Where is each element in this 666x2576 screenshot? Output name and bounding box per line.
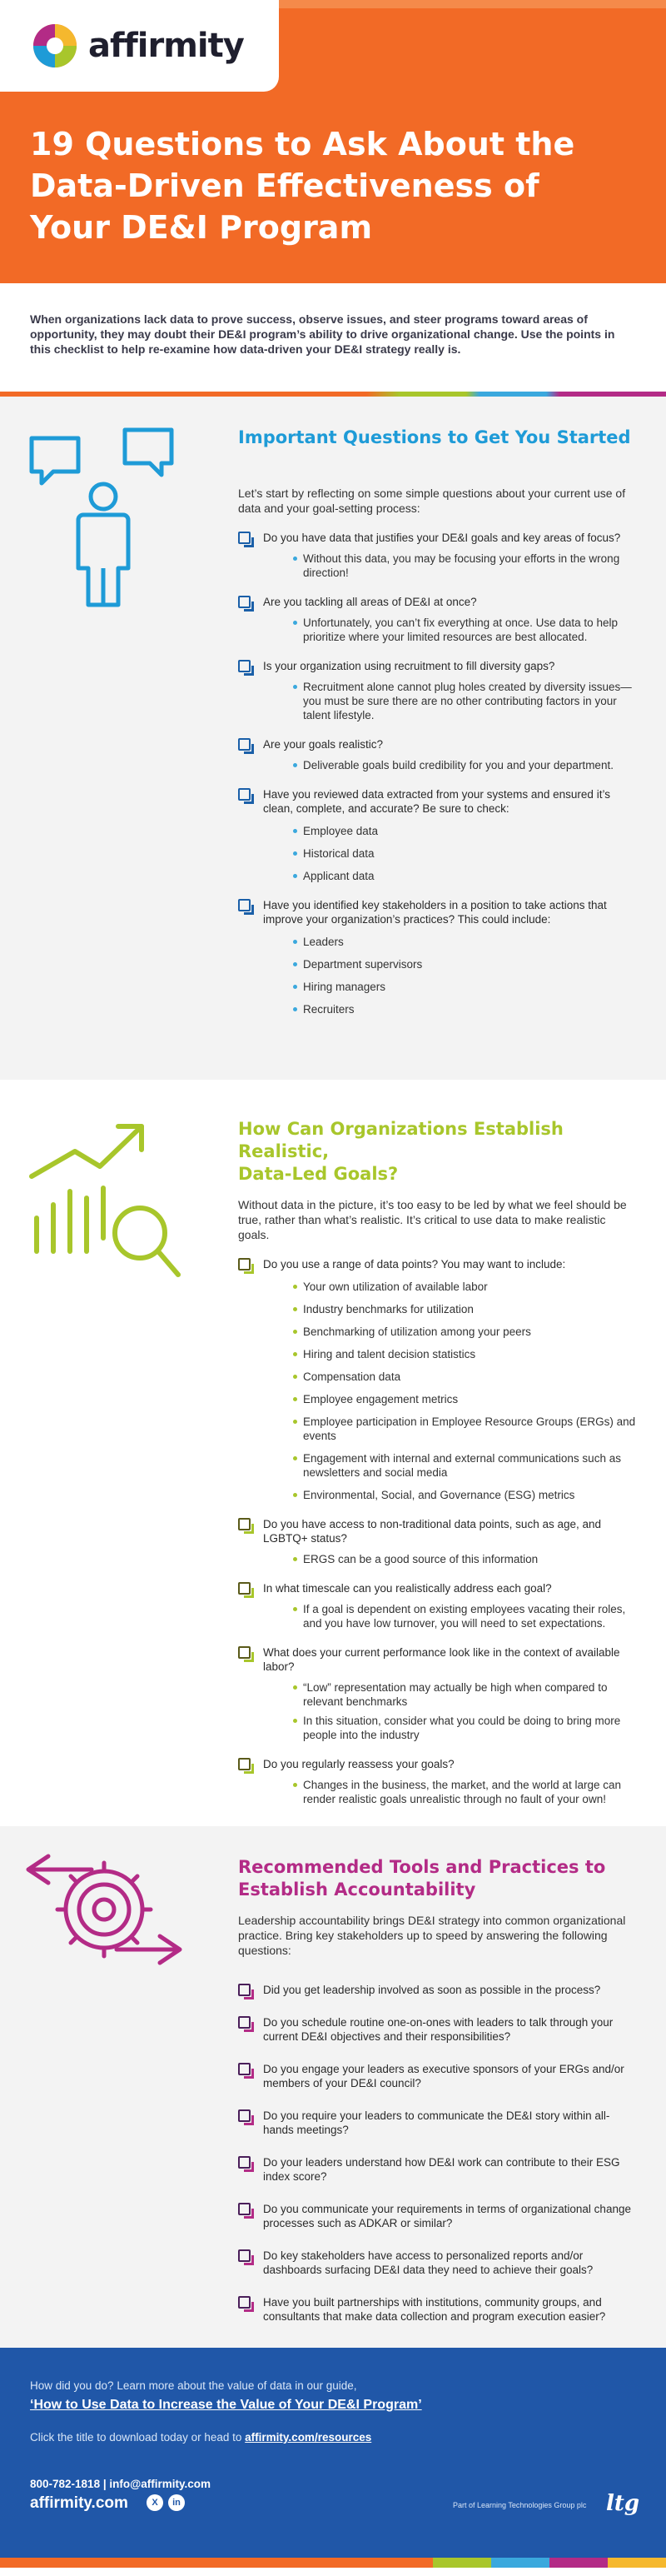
checkbox-icon[interactable] <box>238 532 251 544</box>
gear-arrows-icon <box>25 1851 183 1976</box>
ltg-logo: ltg <box>606 2491 640 2516</box>
question-4-notes: Deliverable goals build credibility for you and your department. <box>263 758 638 772</box>
question-17[interactable]: Do you communicate your requirements in terms of organizational change processes such as ADKAR or similar? <box>238 2202 638 2230</box>
x-social-icon[interactable]: X <box>147 2494 163 2511</box>
question-10-notes: “Low” representation may actually be high when compared to relevant benchmarks In this situation, consider what you could be doing to bring more people into the industry <box>263 1680 638 1742</box>
question-3-notes: Recruitment alone cannot plug holes created by diversity issues—you must be sure there are no other contributing factors in your talent lifestyle. <box>263 680 638 722</box>
question-4[interactable]: Are your goals realistic? Deliverable goals build credibility for you and your department. <box>238 737 638 772</box>
logo[interactable] <box>0 0 279 92</box>
question-5[interactable]: Have you reviewed data extracted from your systems and ensured it’s clean, complete, and accurate? Be sure to check: Employee data Historical data Applicant data <box>238 787 638 883</box>
checkbox-icon[interactable] <box>238 1984 251 1996</box>
guide-link[interactable]: ‘How to Use Data to Increase the Value of Your DE&I Program’ <box>30 2398 422 2412</box>
question-2-notes: Unfortunately, you can’t fix everything at once. Use data to help prioritize where your limited resources are best allocated. <box>263 616 638 644</box>
social-links <box>147 2494 185 2511</box>
question-3[interactable]: Is your organization using recruitment to fill diversity gaps? Recruitment alone cannot plug holes created by diversity issues—you must be sure there are no other contributing factors in your talent lifestyle. <box>238 659 638 722</box>
question-11[interactable]: Do you regularly reassess your goals? Changes in the business, the market, and the world at large can render realistic goals unrealistic through no fault of your own! <box>238 1757 638 1806</box>
question-15[interactable]: Do you require your leaders to communicate the DE&I story within all-hands meetings? <box>238 2109 638 2137</box>
question-16[interactable]: Do your leaders understand how DE&I work can contribute to their ESG index score? <box>238 2155 638 2184</box>
section-getting-started <box>0 397 666 1080</box>
header-band <box>275 0 666 8</box>
question-9[interactable]: In what timescale can you realistically address each goal? If a goal is dependent on existing employees vacating their roles, and you have low turnover, you will need to set expectations. <box>238 1581 638 1630</box>
checkbox-icon[interactable] <box>238 2249 251 2262</box>
checkbox-icon[interactable] <box>238 1582 251 1595</box>
footer <box>0 2348 666 2568</box>
logo-wheel-icon <box>32 22 78 69</box>
intro-text: When organizations lack data to prove success, observe issues, and steer programs toward areas of opportunity, they may doubt their DE&I program’s ability to drive organizational change. Use the points in this checklist to help re-examine how data-driven your DE&I strategy really is. <box>30 312 615 356</box>
checkbox-icon[interactable] <box>238 2156 251 2169</box>
title-line-2: Data-Driven Effectiveness of <box>30 167 539 204</box>
question-11-notes: Changes in the business, the market, and the world at large can render realistic goals unrealistic through no fault of your own! <box>263 1778 638 1806</box>
question-1[interactable]: Do you have data that justifies your DE&I goals and key areas of focus? Without this data, you may be focusing your efforts in the wrong direction! <box>238 531 638 580</box>
question-6[interactable]: Have you identified key stakeholders in a position to take actions that improve your organization’s practices? This could include: Leaders Department supervisors Hiring managers Recruiters <box>238 898 638 1016</box>
checkbox-icon[interactable] <box>238 1758 251 1770</box>
question-18[interactable]: Do key stakeholders have access to personalized reports and/or dashboards surfacing DE&I data they need to achieve their goals? <box>238 2249 638 2277</box>
logo-wordmark: affirmity <box>88 27 244 65</box>
checkbox-icon[interactable] <box>238 1646 251 1659</box>
section-1-intro: Let’s start by reflecting on some simple questions about your current use of data and your goal-setting process: <box>238 487 626 515</box>
question-1-notes: Without this data, you may be focusing your efforts in the wrong direction! <box>263 552 638 580</box>
page-title <box>30 123 613 248</box>
question-10[interactable]: What does your current performance look like in the context of available labor? “Low” representation may actually be high when compared to relevant benchmarks In this situation, consider what you could be doing to bring more people into the industry <box>238 1645 638 1742</box>
footer-cta: Click the title to download today or head to affirmity.com/resources <box>30 2431 372 2444</box>
resources-link[interactable]: affirmity.com/resources <box>245 2431 372 2444</box>
person-speech-bubbles-icon <box>25 422 183 613</box>
question-9-notes: If a goal is dependent on existing employees vacating their roles, and you have low turnover, you will need to set expectations. <box>263 1602 638 1630</box>
ltg-caption: Part of Learning Technologies Group plc <box>453 2501 587 2509</box>
section-accountability <box>0 1826 666 2348</box>
checkbox-icon[interactable] <box>238 899 251 911</box>
title-line-1: 19 Questions to Ask About the <box>30 126 575 162</box>
question-7-notes: Your own utilization of available labor Industry benchmarks for utilization Benchmarking of utilization among your peers Hiring and talent decision statistics Compensation data Employee engagement metrics Employee participation in Employee Resource Groups (ERGs) and events Engagement with internal and external communications such as newsletters and social media Environmental, Social, and Governance (ESG) metrics <box>263 1280 638 1502</box>
checkbox-icon[interactable] <box>238 2016 251 2029</box>
checkbox-icon[interactable] <box>238 1258 251 1271</box>
footer-color-bar <box>0 2558 666 2568</box>
section-1-content <box>238 427 638 1016</box>
section-2-title: How Can Organizations Establish Realistic, Data-Led Goals? <box>238 1119 564 1184</box>
question-8[interactable]: Do you have access to non-traditional data points, such as age, and LGBTQ+ status? ERGS can be a good source of this information <box>238 1517 638 1566</box>
checkbox-icon[interactable] <box>238 1518 251 1530</box>
question-2[interactable]: Are you tackling all areas of DE&I at once? Unfortunately, you can’t fix everything at once. Use data to help prioritize where your limited resources are best allocated. <box>238 595 638 644</box>
footer-lead: How did you do? Learn more about the value of data in our guide, <box>30 2379 357 2392</box>
question-7[interactable]: Do you use a range of data points? You may want to include: Your own utilization of available labor Industry benchmarks for utilization Benchmarking of utilization among your peers Hiring and talent decision statistics Compensation data Employee engagement metrics Employee participation in Employee Resource Groups (ERGs) and events Engagement with internal and external communications such as newsletters and social media Environmental, Social, and Governance (ESG) metrics <box>238 1257 638 1502</box>
header <box>0 0 666 283</box>
question-6-notes: Leaders Department supervisors Hiring managers Recruiters <box>263 935 638 1016</box>
question-8-notes: ERGS can be a good source of this information <box>263 1552 638 1566</box>
section-2-intro: Without data in the picture, it’s too easy to be led by what we feel should be true, rather than what’s realistic. It’s critical to use data to make realistic goals. <box>238 1198 627 1241</box>
section-realistic-goals <box>0 1080 666 1826</box>
title-line-3: Your DE&I Program <box>30 209 373 246</box>
question-13[interactable]: Do you schedule routine one-on-ones with leaders to talk through your current DE&I objectives and their responsibilities? <box>238 2015 638 2044</box>
checkbox-icon[interactable] <box>238 660 251 672</box>
checkbox-icon[interactable] <box>238 738 251 751</box>
footer-site[interactable]: affirmity.com <box>30 2494 128 2512</box>
section-3-content <box>238 1856 638 2324</box>
section-3-title: Recommended Tools and Practices to Establish Accountability <box>238 1857 606 1900</box>
section-2-content <box>238 1118 638 1806</box>
checkbox-icon[interactable] <box>238 2296 251 2309</box>
footer-contact[interactable]: 800-782-1818 | info@affirmity.com <box>30 2478 211 2490</box>
checkbox-icon[interactable] <box>238 2063 251 2075</box>
linkedin-icon[interactable]: in <box>168 2494 185 2511</box>
checkbox-icon[interactable] <box>238 596 251 608</box>
question-5-notes: Employee data Historical data Applicant data <box>263 824 638 883</box>
question-19[interactable]: Have you built partnerships with institutions, community groups, and consultants that make data collection and program execution easier? <box>238 2295 638 2324</box>
question-12[interactable]: Did you get leadership involved as soon as possible in the process? <box>238 1983 638 1997</box>
section-1-title: Important Questions to Get You Started <box>238 427 631 447</box>
question-14[interactable]: Do you engage your leaders as executive sponsors of your ERGs and/or members of your DE&I council? <box>238 2062 638 2090</box>
growth-chart-magnifier-icon <box>25 1118 183 1285</box>
section-3-intro: Leadership accountability brings DE&I strategy into common organizational practice. Bring key stakeholders up to speed by answering the following questions: <box>238 1914 626 1957</box>
checkbox-icon[interactable] <box>238 2109 251 2122</box>
checkbox-icon[interactable] <box>238 2203 251 2215</box>
checkbox-icon[interactable] <box>238 788 251 801</box>
